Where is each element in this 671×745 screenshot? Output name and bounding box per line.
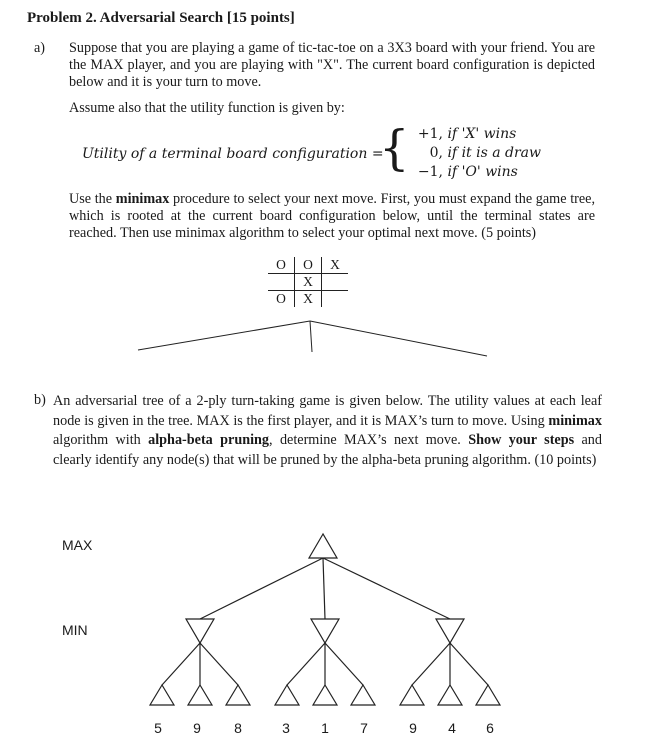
case-value: +1, <box>417 126 443 142</box>
part-a-label: a) <box>34 40 46 56</box>
max-level-label: MAX <box>62 537 93 553</box>
bold-alpha-beta: alpha-beta pruning <box>148 432 270 448</box>
utility-lhs: Utility of a terminal board configuration = <box>82 146 384 162</box>
leaf-value: 5 <box>154 720 162 736</box>
tree-edge <box>162 643 200 685</box>
leaf-value: 9 <box>409 720 417 736</box>
leaf-node <box>351 685 375 705</box>
leaf-node <box>226 685 250 705</box>
leaf-value: 7 <box>360 720 368 736</box>
leaf-node <box>313 685 337 705</box>
tree-edge <box>412 643 450 685</box>
text-segment: algorithm with <box>53 432 149 448</box>
bold-show-steps: Show your steps <box>468 432 575 448</box>
leaf-node <box>476 685 500 705</box>
leaf-value: 9 <box>193 720 201 736</box>
board-cell: X <box>322 257 349 274</box>
part-a-utility-intro: Assume also that the utility function is given by: <box>69 100 345 116</box>
leaf-value: 6 <box>486 720 494 736</box>
bold-minimax: minimax <box>548 412 602 429</box>
min-node-2 <box>311 619 339 643</box>
problem-title: Problem 2. Adversarial Search [15 points] <box>27 10 295 26</box>
tree-edge <box>323 558 325 619</box>
leaf-value: 4 <box>448 720 456 736</box>
case-condition: if 'O' wins <box>447 164 518 180</box>
tree-edge <box>323 558 450 619</box>
leaf-node <box>150 685 174 705</box>
min-level-label: MIN <box>62 622 88 638</box>
min-node-3 <box>436 619 464 643</box>
tree-edge <box>450 643 488 685</box>
text-segment: An adversarial tree of a 2-ply turn-taking game is given below. The utility values at each leaf node is given in the tree. MAX is the first player, and it is MAX’s turn to move. Using <box>53 393 602 429</box>
leaf-node <box>400 685 424 705</box>
leaf-value: 3 <box>282 720 290 736</box>
board-cell: O <box>295 257 322 274</box>
text-segment: , determine MAX’s next move. <box>269 432 469 448</box>
case-condition: if it is a draw <box>447 145 542 161</box>
tree-edge <box>200 643 238 685</box>
board-cell: O <box>268 257 295 274</box>
board-cell: O <box>268 291 295 308</box>
bold-minimax: minimax <box>115 191 170 207</box>
max-root-node <box>309 534 337 558</box>
case-value: −1, <box>417 164 443 180</box>
min-node-1 <box>186 619 214 643</box>
leaf-value: 1 <box>321 720 329 736</box>
board-cell: X <box>295 274 322 291</box>
tree-edge <box>287 643 325 685</box>
leaf-node <box>188 685 212 705</box>
board-cell: X <box>295 291 322 308</box>
text-segment: procedure to select your next move. First, you must expand the game tree, which is rooted at the current board configuration below, until the terminal states are reached. Then use minimax algorithm to select your optimal next move. (5 points) <box>69 191 595 241</box>
tree-edge <box>325 643 363 685</box>
tree-edge <box>200 558 323 619</box>
text-segment: and clearly identify any node(s) that will be pruned by the alpha-beta pruning algorithm. (10 points) <box>53 432 602 468</box>
part-a-intro: Suppose that you are playing a game of tic-tac-toe on a 3X3 board with your friend. You are the MAX player, and you are playing with "X". The current board configuration is depicted below and it is your turn to move. <box>69 40 595 90</box>
leaf-value: 8 <box>234 720 242 736</box>
part-b-label: b) <box>34 392 46 408</box>
case-condition: if 'X' wins <box>447 126 517 142</box>
left-brace: { <box>379 120 410 176</box>
leaf-node <box>438 685 462 705</box>
text-segment: Use the <box>69 191 116 207</box>
case-value: 0, <box>429 145 443 161</box>
leaf-node <box>275 685 299 705</box>
